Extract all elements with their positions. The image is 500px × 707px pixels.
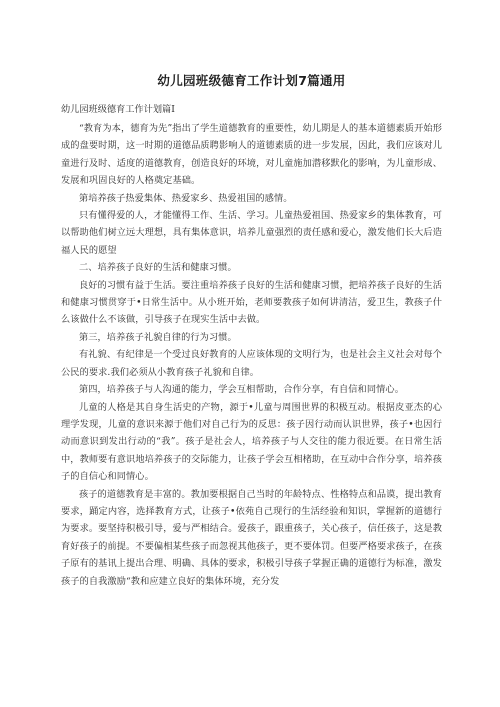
paragraph-point-four: 第四，培养孩子与人沟通的能力，学会互相帮助，合作分享，有自信和同情心。 xyxy=(78,384,404,396)
paragraph-manners: 有礼貌、有纪律是一个受过良好教育的人应该体现的文明行为，也是社会主义社会对每个公民的要求.我们必须从小教育孩子礼貌和自律。 xyxy=(61,349,442,378)
paragraph-point-three: 第三，培养孩子礼貌自律的行为习惯。 xyxy=(78,331,237,343)
paragraph-point-two: 二、培养孩子良好的生活和健康习惯。 xyxy=(78,262,237,274)
paragraph-moral-education: 孩子的道德教育是丰富的。教加要根据自己当时的年龄特点、性格特点和品谟，提出教育要求，踊定内容，选择教育方式，让孩子•依苑自己现行的生活经验和知识，掌握新的道德行为要求。要坚持积极引导，爱与严相结合。爱孩子，跟重孩子，关心孩子，信任孩子，这是教育好孩子的前提。不要偏相某些孩子而忽视其他孩子，更不要体罚。但要严格要求孩子，在孩子原有的基讯上提出合理、明确、具体的要求，积极引导孩子掌握正确的道德行为标准，激发孩子的自我激励“教和应建立良好的集体环境，充分发 xyxy=(61,488,442,587)
paragraph-love-education: 只有懂得爱的人，才能懂得工作、生活、学习。儿童热爱祖国、热爱家乡的集体教育，可以帮助他们树立远大理想，具有集体意识，培养儿童强烈的责任感和爱心，激发他们长大后造福人民的愿望 xyxy=(61,210,442,256)
paragraph-personality: 儿童的人格是其自身生活史的产物，源于•儿童与周围世界的积极互动。根据皮亚杰的心理学发现，儿童的意识来源于他们对自己行为的反思：孩子因行动而认识世界，孩子•也因行动而意识到发出行动的“我”。孩子是社会人，培养孩子与人交往的能力很近要。在日常生活中，教师要有意识地培养孩子的交际能力，让孩子学会互相楮助，在互动中合作分享，培养孩子的自信心和同情心。 xyxy=(61,401,442,483)
paragraph-good-habits: 良好的习惯有益于生活。要注重培养孩子良好的生活和健康习惯，把培养孩子良好的生活和健康习惯贯穿于•日常生活中。从小班开始，老师要教孩子如何讲清洁，爱卫生，教孩子什么该做什么不该做，引导孩子在现实生活中去做。 xyxy=(61,279,442,326)
section-heading: 幼儿园班级德育工作计划篇Ⅰ xyxy=(61,104,175,115)
document-title: 幼儿园班级德育工作计划7篇通用 xyxy=(157,73,346,88)
paragraph-point-one: 第培养孩子热爱集体、热爱家乡、热爱祖国的感情。 xyxy=(78,192,293,204)
document-body xyxy=(61,120,442,590)
paragraph-intro: “教育为本，德育为先”指出了学生道德教育的重要性，幼儿期是人的基本道德素质开始形成的盘要时期，这一时期的道德品质聘影响人的道德素质的进一步发展，因此，我们应该对儿童进行及时、适度的道德教育，创造良好的环境，对儿童施加潜移默化的影响，为儿童形成、发展和巩固良好的人格奠定基础。 xyxy=(61,123,442,187)
